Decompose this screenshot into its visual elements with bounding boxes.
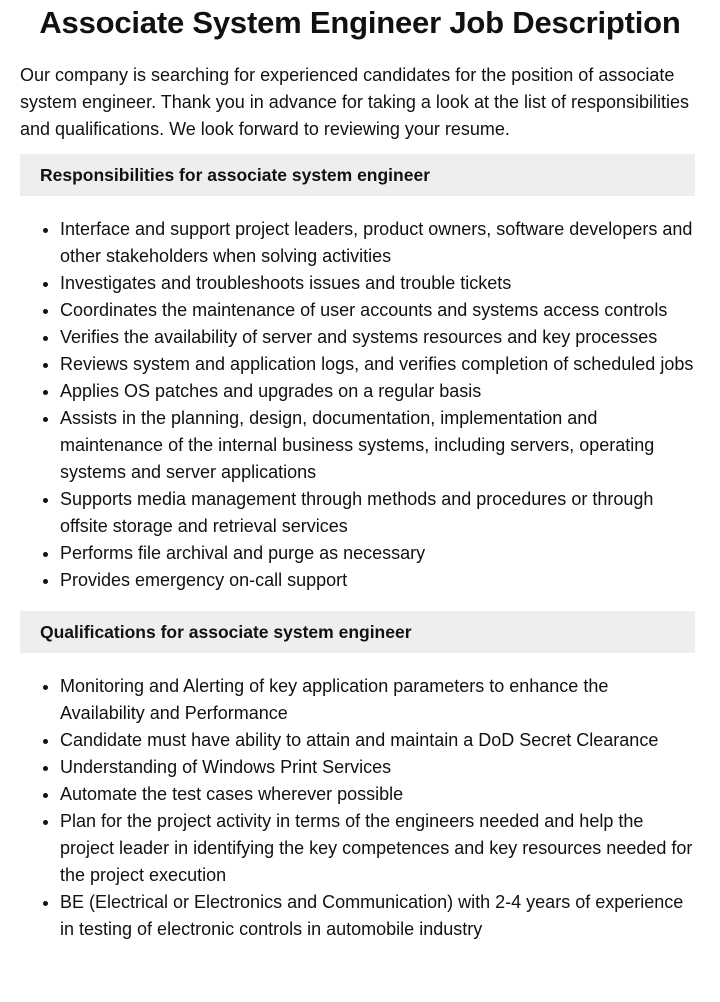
list-item: • Assists in the planning, design, documentation, implementation and maintenance of the internal business systems, including servers, operating systems and server applications	[60, 405, 695, 486]
list-item: • Plan for the project activity in terms of the engineers needed and help the project leader in identifying the key competences and key resources needed for the project execution	[60, 808, 695, 889]
list-item: • BE (Electrical or Electronics and Communication) with 2-4 years of experience in testing of electronic controls in automobile industry	[60, 889, 695, 943]
list-item: • Performs file archival and purge as necessary	[60, 540, 695, 567]
list-item: • Automate the test cases wherever possible	[60, 781, 695, 808]
list-item: • Investigates and troubleshoots issues and trouble tickets	[60, 270, 695, 297]
responsibilities-heading: Responsibilities for associate system engineer	[20, 154, 695, 196]
responsibilities-list	[20, 216, 695, 594]
list-item: • Verifies the availability of server and systems resources and key processes	[60, 324, 695, 351]
list-item: • Interface and support project leaders, product owners, software developers and other stakeholders when solving activities	[60, 216, 695, 270]
list-item: • Supports media management through methods and procedures or through offsite storage and retrieval services	[60, 486, 695, 540]
list-item: • Applies OS patches and upgrades on a regular basis	[60, 378, 695, 405]
qualifications-heading: Qualifications for associate system engineer	[20, 611, 695, 653]
list-item: • Coordinates the maintenance of user accounts and systems access controls	[60, 297, 695, 324]
list-item: • Provides emergency on-call support	[60, 567, 695, 594]
list-item: • Understanding of Windows Print Services	[60, 754, 695, 781]
list-item: • Reviews system and application logs, and verifies completion of scheduled jobs	[60, 351, 695, 378]
qualifications-list	[20, 673, 695, 943]
list-item: • Monitoring and Alerting of key application parameters to enhance the Availability and Performance	[60, 673, 695, 727]
list-item: • Candidate must have ability to attain and maintain a DoD Secret Clearance	[60, 727, 695, 754]
intro-paragraph: Our company is searching for experienced candidates for the position of associate system engineer. Thank you in advance for taking a look at the list of responsibilities and qualifications. We look forward to reviewing your resume.	[20, 65, 690, 139]
page-title: Associate System Engineer Job Description	[39, 5, 681, 40]
